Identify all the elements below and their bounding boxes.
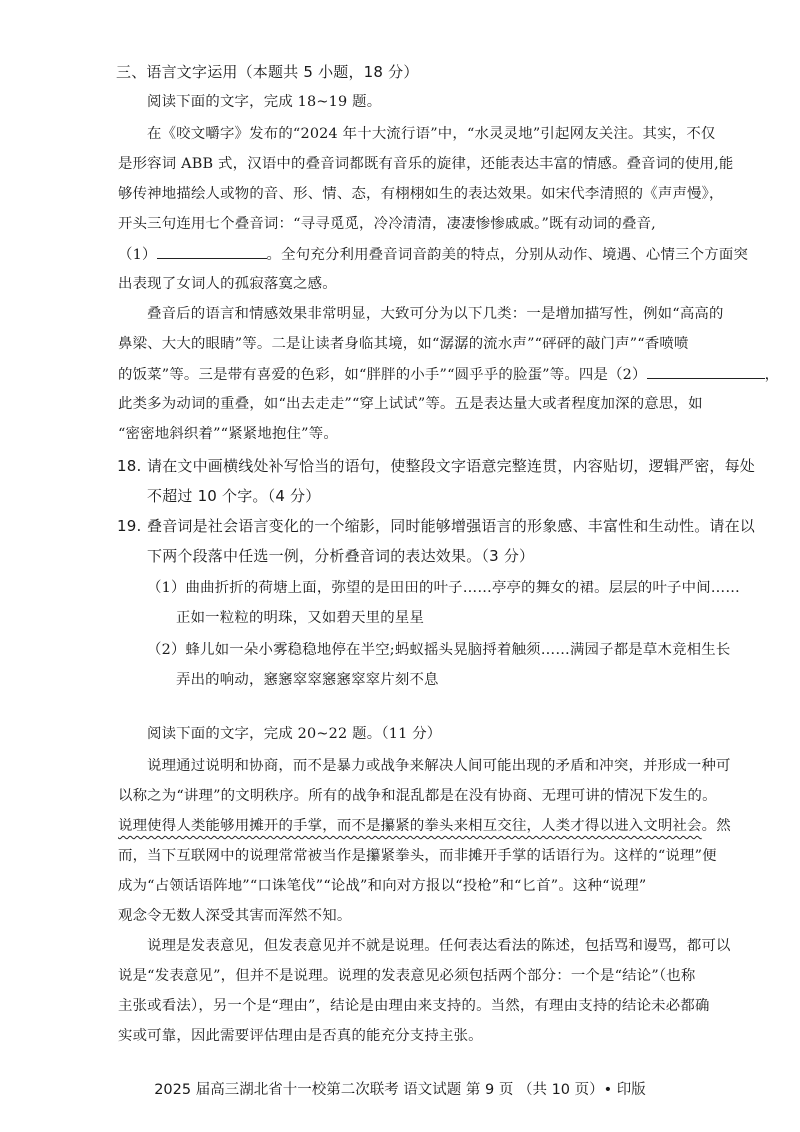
- blank-2-label: 的饭菜”等。三是带有喜爱的色彩，如“胖胖的小手”“圆乎乎的脸蛋”等。四是（2）: [118, 367, 647, 383]
- passage1-para1-line5: [118, 244, 748, 265]
- passage1-para2-line1: 叠音后的语言和情感效果非常明显，大致可分为以下几类：一是增加描写性，例如“高高的: [147, 306, 724, 322]
- passage2-para2-line4: 实或可靠，因此需要评估理由是否真的能充分支持主张。: [118, 1028, 483, 1044]
- passage2-para1-line2: 以称之为“讲理”的文明秩序。所有的战争和混乱都是在没有协商、无理可讲的情况下发生的。: [118, 788, 717, 804]
- passage1-para2-line2: 鼻梁、大大的眼睛”等。二是让读者身临其境，如“潺潺的流水声”“砰砰的敲门声”“香喷喷: [118, 336, 689, 352]
- passage2-para1-line3: [118, 816, 731, 836]
- passage1-para2-line4: 此类多为动词的重叠，如“出去走走”“穿上试试”等。五是表达量大或者程度加深的意思，如: [118, 396, 703, 412]
- reading2-instruction: 阅读下面的文字，完成 20~22 题。（11 分）: [147, 726, 442, 742]
- passage2-para2-line1: 说理是发表意见，但发表意见并不就是说理。任何表达看法的陈述，包括骂和谩骂，都可以: [147, 938, 731, 954]
- example-2-line1: （2）蜂儿如一朵小雾稳稳地停在半空;蚂蚁摇头晃脑捋着触须……满园子都是草木竞相生长: [147, 642, 731, 658]
- passage1-para1-line2: 是形容词 ABB 式，汉语中的叠音词都既有音乐的旋律，还能表达丰富的情感。叠音词的使用,能: [118, 156, 734, 172]
- passage2-para1-line4: 而，当下互联网中的说理常常被当作是攥紧拳头，而非摊开手掌的话语行为。这样的“说理”便: [118, 848, 717, 864]
- passage1-para1-line6: 出表现了女词人的孤寂落寞之感。: [118, 276, 337, 292]
- passage2-para2-line3: 主张或看法），另一个是“理由”，结论是由理由来支持的。当然，有理由支持的结论未必都确: [118, 998, 710, 1014]
- section-title: 三、语言文字运用（本题共 5 小题，18 分）: [116, 63, 419, 81]
- page-footer: 2025 届高三湖北省十一校第二次联考 语文试题 第 9 页 （共 10 页）• 印版: [154, 1082, 646, 1098]
- question-18-line1: 请在文中画横线处补写恰当的语句，使整段文字语意完整连贯，内容贴切，逻辑严密，每处: [147, 457, 756, 475]
- passage1-para1-line1: 在《咬文嚼字》发布的“2024 年十大流行语”中，“水灵灵地”引起网友关注。其实，不仅: [147, 126, 716, 142]
- blank-1-label: （1）: [118, 247, 157, 263]
- passage1-para2-line3: [118, 364, 779, 385]
- passage1-para2-line5: “密密地斜织着”“紧紧地抱住”等。: [118, 426, 338, 442]
- blank-2[interactable]: [647, 364, 765, 379]
- question-19-line2: 下两个段落中任选一例，分析叠音词的表达效果。（3 分）: [147, 547, 535, 565]
- example-2-line2: 弄出的响动，窸窸窣窣窸窸窣窣片刻不息: [176, 672, 439, 688]
- reading1-instruction: 阅读下面的文字，完成 18~19 题。: [147, 94, 382, 110]
- passage1-para1-line4: 开头三句连用七个叠音词：“寻寻觅觅，冷冷清清，凄凄惨惨戚戚。”既有动词的叠音,: [118, 216, 656, 232]
- question-18-number: 18.: [117, 457, 142, 475]
- passage2-para1-line5: 成为“占领话语阵地”“口诛笔伐”“论战”和向对方报以“投枪”和“匕首”。这种“说理”: [118, 878, 647, 894]
- example-1-line1: （1）曲曲折折的荷塘上面，弥望的是田田的叶子……亭亭的舞女的裙。层层的叶子中间……: [147, 580, 740, 596]
- passage2-para2-line2: 说是“发表意见”，但并不是说理。说理的发表意见必须包括两个部分：一个是“结论”（也称: [118, 968, 696, 984]
- question-19-number: 19.: [117, 517, 142, 535]
- question-19-line1: 叠音词是社会语言变化的一个缩影，同时能够增强语言的形象感、丰富性和生动性。请在以: [147, 517, 756, 535]
- example-1-line2: 正如一粒粒的明珠，又如碧天里的星星: [176, 610, 425, 626]
- passage2-para1-line6: 观念令无数人深受其害而浑然不知。: [118, 908, 352, 924]
- blank-1[interactable]: [157, 244, 267, 259]
- passage2-para1-line1: 说理通过说明和协商，而不是暴力或战争来解决人间可能出现的矛盾和冲突，并形成一种可: [147, 758, 731, 774]
- blank-2-tail: ，: [764, 367, 780, 383]
- passage1-para1-line3: 够传神地描绘人或物的音、形、情、态，有栩栩如生的表达效果。如宋代李清照的《声声慢》，: [118, 186, 724, 202]
- marked-sentence: 说理使得人类能够用摊开的手掌，而不是攥紧的拳头来相互交往，人类才得以进入文明社会: [118, 818, 702, 834]
- marked-sentence-tail: 。然: [701, 818, 731, 834]
- blank-1-tail: 。全句充分利用叠音词音韵美的特点，分别从动作、境遇、心情三个方面突: [266, 247, 749, 263]
- question-18-line2: 不超过 10 个字。（4 分）: [147, 487, 321, 505]
